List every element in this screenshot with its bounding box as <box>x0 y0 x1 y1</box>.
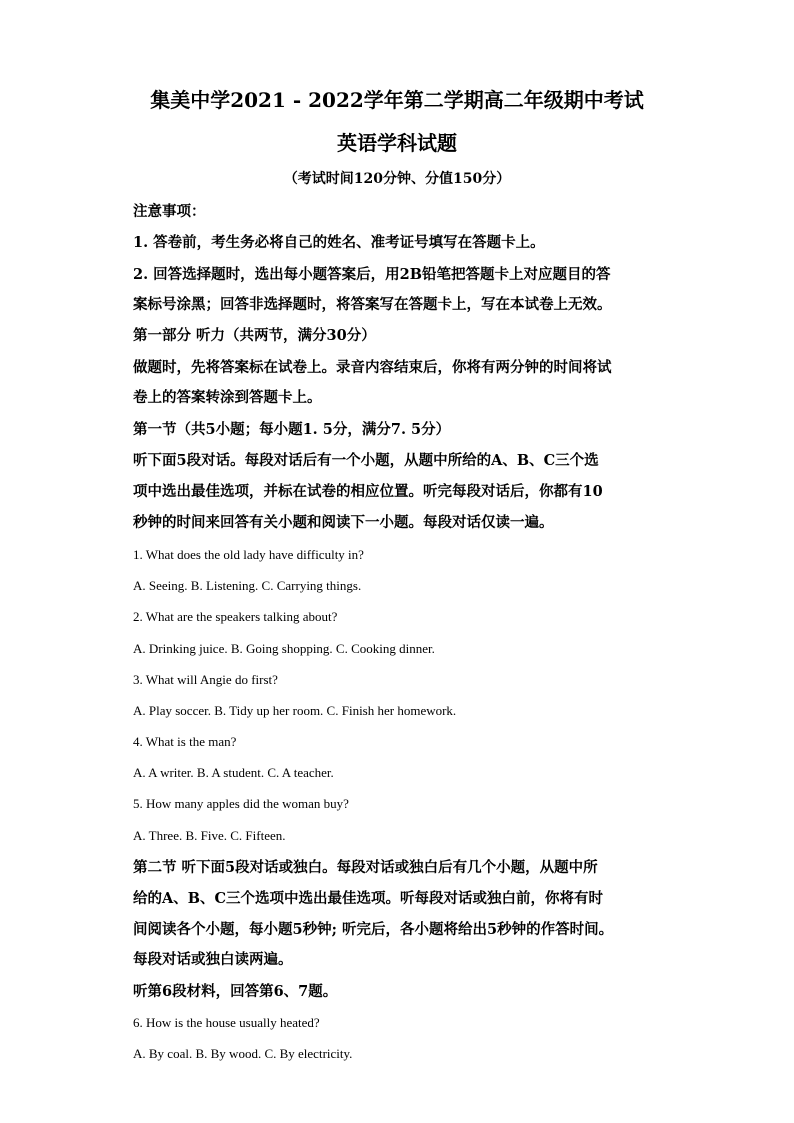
section2-instruction-line-1: 第二节 听下面5段对话或独白。每段对话或独白后有几个小题，从题中所 <box>133 859 598 876</box>
part1-heading: 第一部分 听力（共两节，满分30分） <box>133 327 376 344</box>
exam-title: 集美中学2021 - 2022学年第二学期高二年级期中考试 <box>150 88 644 112</box>
section1-heading: 第一节（共5小题；每小题1. 5分，满分7. 5分） <box>133 421 451 438</box>
part1-instruction-line-1: 做题时，先将答案标在试卷上。录音内容结束后，你将有两分钟的时间将试 <box>133 359 612 376</box>
question-5: 5. How many apples did the woman buy? <box>133 796 349 811</box>
notice-item-1: 1. 答卷前，考生务必将自己的姓名、准考证号填写在答题卡上。 <box>133 234 545 251</box>
question-2-options: A. Drinking juice. B. Going shopping. C. Cooking dinner. <box>133 641 435 656</box>
section1-instruction-line-1: 听下面5段对话。每段对话后有一个小题，从题中所给的A、B、C三个选 <box>133 452 599 469</box>
question-3-options: A. Play soccer. B. Tidy up her room. C. Finish her homework. <box>133 703 457 718</box>
question-4: 4. What is the man? <box>133 734 237 749</box>
section1-instruction-line-3: 秒钟的时间来回答有关小题和阅读下一小题。每段对话仅读一遍。 <box>133 514 554 531</box>
question-6: 6. How is the house usually heated? <box>133 1015 320 1030</box>
section1-instruction-line-2: 项中选出最佳选项，并标在试卷的相应位置。听完每段对话后，你都有10 <box>133 483 603 500</box>
material-6-heading: 听第6段材料，回答第6、7题。 <box>133 983 338 1000</box>
question-1: 1. What does the old lady have difficulty in? <box>133 547 364 562</box>
notice-item-2-line-2: 案标号涂黑；回答非选择题时，将答案写在答题卡上，写在本试卷上无效。 <box>133 296 612 313</box>
question-4-options: A. A writer. B. A student. C. A teacher. <box>133 765 334 780</box>
exam-subject-title: 英语学科试题 <box>337 131 457 155</box>
notice-heading: 注意事项： <box>133 203 206 220</box>
section2-instruction-line-3: 间阅读各个小题，每小题5秒钟; 听完后，各小题将给出5秒钟的作答时间。 <box>133 921 614 938</box>
question-5-options: A. Three. B. Five. C. Fifteen. <box>133 828 286 843</box>
part1-instruction-line-2: 卷上的答案转涂到答题卡上。 <box>133 389 322 406</box>
exam-duration-score: （考试时间120分钟、分值150分） <box>283 171 511 187</box>
section2-instruction-line-4: 每段对话或独白读两遍。 <box>133 951 293 968</box>
question-2: 2. What are the speakers talking about? <box>133 609 338 624</box>
question-1-options: A. Seeing. B. Listening. C. Carrying things. <box>133 578 362 593</box>
question-3: 3. What will Angie do first? <box>133 672 278 687</box>
section2-instruction-line-2: 给的A、B、C三个选项中选出最佳选项。听每段对话或独白前，你将有时 <box>133 890 604 907</box>
question-6-options: A. By coal. B. By wood. C. By electricity. <box>133 1046 353 1061</box>
notice-item-2-line-1: 2. 回答选择题时，选出每小题答案后，用2B铅笔把答题卡上对应题目的答 <box>133 266 611 283</box>
